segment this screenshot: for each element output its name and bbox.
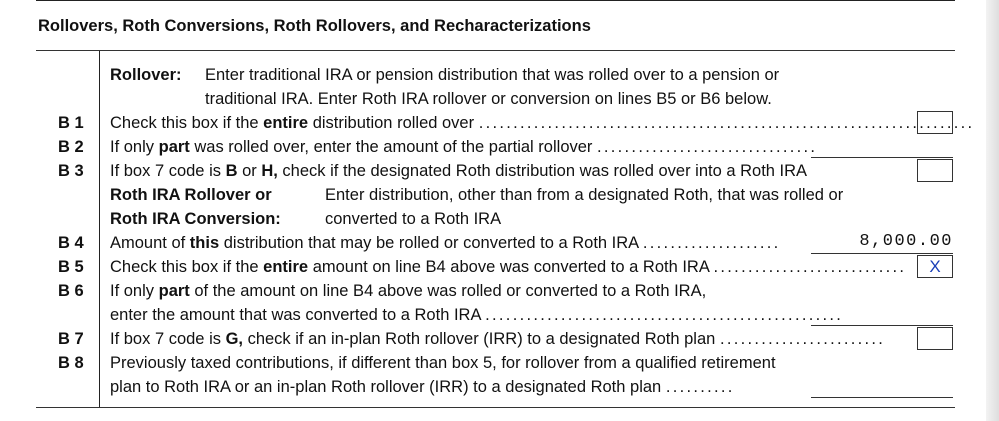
line-b4-text: Amount of this distribution that may be rolled or converted to a Roth IRA .................... (110, 234, 781, 252)
line-b1-label: B 1 (58, 114, 84, 132)
roth-text-line1: Enter distribution, other than from a designated Roth, that was rolled or (325, 186, 844, 204)
line-b7-label: B 7 (58, 330, 84, 348)
line-b4-amount-field[interactable]: 8,000.00 (859, 232, 953, 251)
line-b4-underline (811, 253, 953, 254)
rollover-heading: Rollover: (110, 66, 182, 84)
line-b8-text-line1: Previously taxed contributions, if different than box 5, for rollover from a qualified retirement (110, 354, 776, 372)
roth-heading-line2: Roth IRA Conversion: (110, 210, 281, 228)
line-b8-underline (811, 397, 953, 398)
line-b7-text: If box 7 code is G, check if an in-plan Roth rollover (IRR) to a designated Roth plan ........................ (110, 330, 886, 348)
line-b2-underline (811, 157, 953, 158)
line-b1-checkbox[interactable] (917, 111, 953, 134)
window-edge (986, 0, 999, 421)
line-b3-label: B 3 (58, 162, 84, 180)
line-b6-label: B 6 (58, 282, 84, 300)
line-b3-checkbox[interactable] (917, 159, 953, 182)
line-b2-label: B 2 (58, 138, 84, 156)
x-check-icon: X (929, 257, 941, 276)
line-b6-text-line2: enter the amount that was converted to a Roth IRA .................................................... (110, 306, 844, 324)
line-b4-label: B 4 (58, 234, 84, 252)
label-column-divider (99, 51, 100, 407)
line-b3-text: If box 7 code is B or H, check if the designated Roth distribution was rolled over into a Roth IRA (110, 162, 808, 180)
line-b5-label: B 5 (58, 258, 84, 276)
line-b5-checkbox[interactable] (917, 255, 953, 278)
line-b5-text: Check this box if the entire amount on line B4 above was converted to a Roth IRA ............................ (110, 258, 907, 276)
section-title: Rollovers, Roth Conversions, Roth Rollovers, and Recharacterizations (38, 17, 591, 35)
roth-heading-line1: Roth IRA Rollover or (110, 186, 272, 204)
line-b8-text-line2: plan to Roth IRA or an in-plan Roth rollover (IRR) to a designated Roth plan .......... (110, 378, 735, 396)
line-b6-underline (811, 325, 953, 326)
top-rule (36, 0, 955, 1)
rollover-text-line1: Enter traditional IRA or pension distribution that was rolled over to a pension or (205, 66, 780, 84)
line-b6-text-line1: If only part of the amount on line B4 above was rolled or converted to a Roth IRA, (110, 282, 707, 300)
roth-text-line2: converted to a Roth IRA (325, 210, 502, 228)
line-b1-text: Check this box if the entire distribution rolled over ........................................................................ (110, 114, 975, 132)
title-rule (36, 50, 955, 51)
rollover-text-line2: traditional IRA. Enter Roth IRA rollover or conversion on lines B5 or B6 below. (205, 90, 772, 108)
bottom-rule (36, 407, 955, 408)
line-b2-text: If only part was rolled over, enter the amount of the partial rollover ................................ (110, 138, 818, 156)
line-b7-checkbox[interactable] (917, 327, 953, 350)
line-b8-label: B 8 (58, 354, 84, 372)
